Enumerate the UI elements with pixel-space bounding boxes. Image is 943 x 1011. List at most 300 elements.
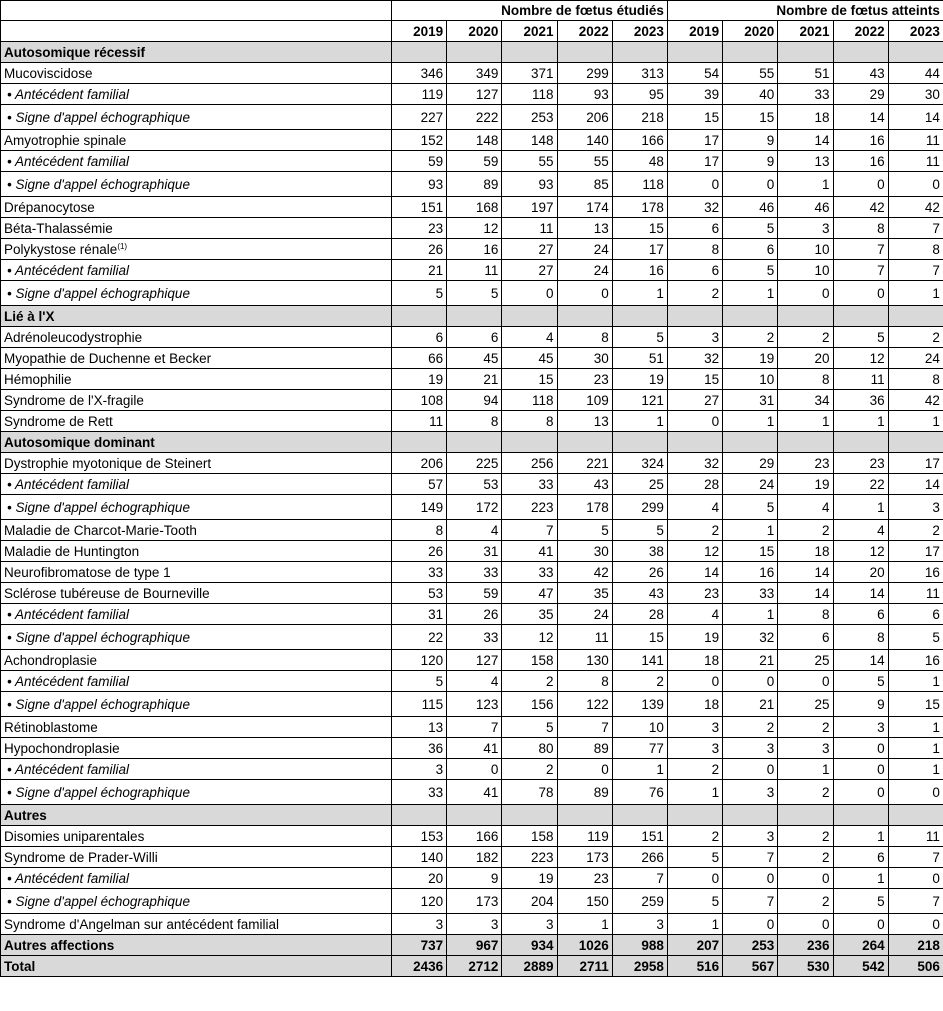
affected-value-cell: 42 (888, 390, 943, 411)
row-label (1, 218, 392, 239)
studied-value-cell: 80 (502, 738, 557, 759)
row-label-text: • Signe d'appel échographique (7, 176, 190, 192)
studied-value-cell: 22 (392, 625, 447, 650)
affected-value-cell: 31 (723, 390, 778, 411)
affected-value-cell: 11 (888, 583, 943, 604)
affected-value-cell: 55 (723, 63, 778, 84)
sub-row (1, 260, 943, 281)
affected-value-cell: 0 (833, 172, 888, 197)
studied-value-cell: 150 (557, 889, 612, 914)
affected-value-cell: 34 (778, 390, 833, 411)
row-label (1, 759, 392, 780)
studied-value-cell: 204 (502, 889, 557, 914)
studied-value-cell: 5 (612, 327, 667, 348)
studied-value-cell: 19 (502, 868, 557, 889)
affected-value-cell: 1 (888, 671, 943, 692)
studied-value-cell: 299 (557, 63, 612, 84)
affected-value-cell: 15 (888, 692, 943, 717)
table-row (1, 390, 943, 411)
studied-value-cell: 148 (502, 130, 557, 151)
studied-value-cell: 153 (392, 826, 447, 847)
affected-value-cell: 16 (723, 562, 778, 583)
row-label (1, 604, 392, 625)
studied-value-cell: 178 (612, 197, 667, 218)
section-empty-cell (612, 805, 667, 826)
row-label (1, 738, 392, 759)
affected-value-cell: 23 (833, 453, 888, 474)
affected-value-cell: 3 (888, 495, 943, 520)
affected-value-cell: 3 (778, 738, 833, 759)
studied-value-cell: 120 (392, 650, 447, 671)
row-label-text: Drépanocytose (4, 199, 95, 215)
row-label-text: Syndrome de Prader-Willi (4, 849, 158, 865)
studied-value-cell: 346 (392, 63, 447, 84)
affected-value-cell: 14 (833, 105, 888, 130)
sub-row (1, 692, 943, 717)
sub-row (1, 780, 943, 805)
studied-value-cell: 5 (612, 520, 667, 541)
year-header: 2020 (723, 21, 778, 42)
affected-value-cell: 39 (667, 84, 722, 105)
studied-value-cell: 23 (557, 369, 612, 390)
affected-value-cell: 1 (778, 759, 833, 780)
studied-value-cell: 66 (392, 348, 447, 369)
year-header: 2019 (667, 21, 722, 42)
studied-value-cell: 47 (502, 583, 557, 604)
row-label (1, 197, 392, 218)
affected-value-cell: 5 (667, 847, 722, 868)
affected-value-cell: 0 (778, 914, 833, 935)
row-label (1, 692, 392, 717)
affected-value-cell: 4 (667, 495, 722, 520)
row-label (1, 520, 392, 541)
affected-value-cell: 11 (888, 130, 943, 151)
studied-value-cell: 27 (502, 260, 557, 281)
affected-value-cell: 0 (667, 172, 722, 197)
studied-value-cell: 168 (447, 197, 502, 218)
studied-value-cell: 11 (447, 260, 502, 281)
sub-row (1, 172, 943, 197)
row-label (1, 105, 392, 130)
studied-value-cell: 57 (392, 474, 447, 495)
studied-value-cell: 33 (502, 562, 557, 583)
row-label-text: Syndrome de Rett (4, 413, 113, 429)
row-label-text: Hypochondroplasie (4, 740, 120, 756)
affected-value-cell: 32 (723, 625, 778, 650)
studied-value-cell: 149 (392, 495, 447, 520)
affected-value-cell: 36 (833, 390, 888, 411)
studied-value-cell: 8 (392, 520, 447, 541)
table-row (1, 541, 943, 562)
studied-value-cell: 26 (392, 239, 447, 260)
row-label (1, 541, 392, 562)
section-empty-cell (557, 42, 612, 63)
section-header-row (1, 432, 943, 453)
studied-value-cell: 0 (502, 281, 557, 306)
affected-value-cell: 0 (667, 868, 722, 889)
studied-value-cell: 16 (612, 260, 667, 281)
affected-value-cell: 2 (778, 327, 833, 348)
affected-value-cell: 23 (667, 583, 722, 604)
sub-row (1, 889, 943, 914)
studied-value-cell: 4 (447, 671, 502, 692)
affected-value-cell: 3 (723, 738, 778, 759)
total-row (1, 956, 943, 977)
affected-value-cell: 0 (833, 281, 888, 306)
studied-value-cell: 19 (612, 369, 667, 390)
row-label (1, 562, 392, 583)
studied-value-cell: 48 (612, 151, 667, 172)
affected-value-cell: 1 (888, 738, 943, 759)
affected-value-cell: 29 (723, 453, 778, 474)
studied-value-cell: 6 (447, 327, 502, 348)
affected-value-cell: 9 (723, 151, 778, 172)
affected-value-cell: 3 (723, 780, 778, 805)
sub-row (1, 281, 943, 306)
affected-value-cell: 29 (833, 84, 888, 105)
affected-value-cell: 15 (723, 541, 778, 562)
studied-value-cell: 41 (502, 541, 557, 562)
footnote-marker: (1) (117, 241, 128, 251)
affected-value-cell: 19 (778, 474, 833, 495)
row-label (1, 583, 392, 604)
studied-value-cell: 120 (392, 889, 447, 914)
row-label (1, 625, 392, 650)
studied-value-cell: 6 (392, 327, 447, 348)
studied-value-cell: 4 (447, 520, 502, 541)
group-header-row (1, 1, 943, 21)
row-label-text: • Antécédent familial (7, 86, 130, 102)
affected-value-cell: 567 (723, 956, 778, 977)
section-empty-cell (667, 805, 722, 826)
row-label-text: • Signe d'appel échographique (7, 499, 190, 515)
affected-value-cell: 1 (723, 604, 778, 625)
affected-value-cell: 46 (778, 197, 833, 218)
affected-value-cell: 4 (833, 520, 888, 541)
studied-value-cell: 43 (612, 583, 667, 604)
affected-value-cell: 1 (833, 868, 888, 889)
studied-value-cell: 19 (392, 369, 447, 390)
section-empty-cell (833, 306, 888, 327)
studied-value-cell: 221 (557, 453, 612, 474)
studied-value-cell: 299 (612, 495, 667, 520)
section-empty-cell (557, 805, 612, 826)
affected-value-cell: 0 (723, 759, 778, 780)
studied-value-cell: 2712 (447, 956, 502, 977)
row-label (1, 151, 392, 172)
section-header-row (1, 42, 943, 63)
studied-value-cell: 174 (557, 197, 612, 218)
affected-value-cell: 9 (833, 692, 888, 717)
row-label-text: Maladie de Huntington (4, 543, 140, 559)
studied-value-cell: 59 (447, 583, 502, 604)
affected-value-cell: 0 (888, 868, 943, 889)
section-empty-cell (778, 306, 833, 327)
affected-value-cell: 3 (667, 327, 722, 348)
table-row (1, 130, 943, 151)
affected-value-cell: 6 (833, 604, 888, 625)
affected-value-cell: 0 (888, 172, 943, 197)
section-empty-cell (612, 432, 667, 453)
row-label (1, 650, 392, 671)
affected-value-cell: 42 (888, 197, 943, 218)
studied-value-cell: 0 (557, 281, 612, 306)
affected-value-cell: 0 (778, 868, 833, 889)
section-empty-cell (447, 306, 502, 327)
studied-value-cell: 95 (612, 84, 667, 105)
row-label (1, 239, 392, 260)
affected-value-cell: 12 (833, 541, 888, 562)
studied-value-cell: 11 (502, 218, 557, 239)
affected-value-cell: 8 (778, 369, 833, 390)
affected-value-cell: 27 (667, 390, 722, 411)
row-label (1, 453, 392, 474)
section-empty-cell (447, 42, 502, 63)
row-label-text: Myopathie de Duchenne et Becker (4, 350, 212, 366)
studied-value-cell: 77 (612, 738, 667, 759)
studied-value-cell: 28 (612, 604, 667, 625)
studied-value-cell: 23 (557, 868, 612, 889)
row-label (1, 411, 392, 432)
affected-value-cell: 7 (888, 847, 943, 868)
studied-value-cell: 166 (612, 130, 667, 151)
row-label (1, 914, 392, 935)
section-empty-cell (447, 805, 502, 826)
row-label (1, 260, 392, 281)
affected-value-cell: 11 (833, 369, 888, 390)
affected-value-cell: 13 (778, 151, 833, 172)
section-empty-cell (723, 805, 778, 826)
row-label (1, 130, 392, 151)
affected-value-cell: 20 (778, 348, 833, 369)
section-empty-cell (667, 42, 722, 63)
studied-value-cell: 7 (612, 868, 667, 889)
affected-value-cell: 218 (888, 935, 943, 956)
studied-value-cell: 8 (447, 411, 502, 432)
section-empty-cell (778, 805, 833, 826)
section-empty-cell (888, 42, 943, 63)
studied-value-cell: 15 (612, 218, 667, 239)
studied-value-cell: 151 (392, 197, 447, 218)
affected-value-cell: 0 (723, 671, 778, 692)
affected-value-cell: 0 (778, 281, 833, 306)
table-row (1, 826, 943, 847)
row-label-text: Rétinoblastome (4, 719, 98, 735)
affected-value-cell: 20 (833, 562, 888, 583)
row-label (1, 826, 392, 847)
row-label-text: Neurofibromatose de type 1 (4, 564, 171, 580)
studied-value-cell: 43 (557, 474, 612, 495)
section-empty-cell (833, 432, 888, 453)
affected-value-cell: 14 (888, 474, 943, 495)
affected-value-cell: 0 (833, 738, 888, 759)
studied-value-cell: 119 (557, 826, 612, 847)
studied-value-cell: 197 (502, 197, 557, 218)
affected-value-cell: 18 (667, 692, 722, 717)
studied-value-cell: 41 (447, 738, 502, 759)
group-header-studied: Nombre de fœtus étudiés (392, 1, 668, 21)
studied-value-cell: 223 (502, 495, 557, 520)
row-label (1, 671, 392, 692)
affected-value-cell: 25 (778, 692, 833, 717)
affected-value-cell: 3 (667, 717, 722, 738)
affected-value-cell: 1 (723, 281, 778, 306)
studied-value-cell: 36 (392, 738, 447, 759)
affected-value-cell: 24 (888, 348, 943, 369)
row-label (1, 717, 392, 738)
section-empty-cell (667, 306, 722, 327)
row-label (1, 84, 392, 105)
affected-value-cell: 1 (888, 717, 943, 738)
studied-value-cell: 89 (557, 738, 612, 759)
studied-value-cell: 5 (502, 717, 557, 738)
section-empty-cell (557, 432, 612, 453)
section-empty-cell (612, 42, 667, 63)
total-row (1, 935, 943, 956)
studied-value-cell: 2436 (392, 956, 447, 977)
sub-row (1, 625, 943, 650)
studied-value-cell: 8 (502, 411, 557, 432)
studied-value-cell: 141 (612, 650, 667, 671)
affected-value-cell: 32 (667, 453, 722, 474)
affected-value-cell: 1 (888, 759, 943, 780)
table-row (1, 369, 943, 390)
studied-value-cell: 59 (447, 151, 502, 172)
row-label (1, 956, 392, 977)
affected-value-cell: 1 (778, 411, 833, 432)
studied-value-cell: 12 (502, 625, 557, 650)
affected-value-cell: 0 (778, 671, 833, 692)
affected-value-cell: 4 (778, 495, 833, 520)
row-label-text: Achondroplasie (4, 652, 98, 668)
year-header: 2021 (778, 21, 833, 42)
studied-value-cell: 93 (392, 172, 447, 197)
affected-value-cell: 7 (723, 847, 778, 868)
studied-value-cell: 45 (502, 348, 557, 369)
row-label-text: • Antécédent familial (7, 153, 130, 169)
affected-value-cell: 14 (778, 583, 833, 604)
affected-value-cell: 2 (778, 780, 833, 805)
affected-value-cell: 25 (778, 650, 833, 671)
studied-value-cell: 26 (447, 604, 502, 625)
studied-value-cell: 11 (392, 411, 447, 432)
studied-value-cell: 123 (447, 692, 502, 717)
affected-value-cell: 1 (667, 914, 722, 935)
affected-value-cell: 5 (667, 889, 722, 914)
row-label (1, 935, 392, 956)
affected-value-cell: 6 (667, 260, 722, 281)
affected-value-cell: 0 (723, 868, 778, 889)
row-label-text: Amyotrophie spinale (4, 132, 127, 148)
studied-value-cell: 31 (392, 604, 447, 625)
studied-value-cell: 21 (392, 260, 447, 281)
studied-value-cell: 85 (557, 172, 612, 197)
affected-value-cell: 264 (833, 935, 888, 956)
studied-value-cell: 967 (447, 935, 502, 956)
studied-value-cell: 2958 (612, 956, 667, 977)
affected-value-cell: 2 (667, 520, 722, 541)
affected-value-cell: 2 (667, 759, 722, 780)
affected-value-cell: 2 (723, 327, 778, 348)
studied-value-cell: 76 (612, 780, 667, 805)
studied-value-cell: 41 (447, 780, 502, 805)
table-row (1, 650, 943, 671)
section-empty-cell (778, 42, 833, 63)
table-row (1, 847, 943, 868)
studied-value-cell: 5 (557, 520, 612, 541)
row-label (1, 369, 392, 390)
affected-value-cell: 42 (833, 197, 888, 218)
studied-value-cell: 148 (447, 130, 502, 151)
section-empty-cell (888, 805, 943, 826)
table-row (1, 914, 943, 935)
studied-value-cell: 173 (447, 889, 502, 914)
row-label-text: • Signe d'appel échographique (7, 784, 190, 800)
affected-value-cell: 10 (723, 369, 778, 390)
studied-value-cell: 42 (557, 562, 612, 583)
studied-value-cell: 25 (612, 474, 667, 495)
affected-value-cell: 16 (888, 562, 943, 583)
section-empty-cell (502, 42, 557, 63)
affected-value-cell: 0 (833, 914, 888, 935)
affected-value-cell: 506 (888, 956, 943, 977)
sub-row (1, 671, 943, 692)
affected-value-cell: 2 (778, 717, 833, 738)
studied-value-cell: 55 (557, 151, 612, 172)
affected-value-cell: 16 (833, 151, 888, 172)
row-label-text: • Antécédent familial (7, 476, 130, 492)
studied-value-cell: 3 (612, 914, 667, 935)
affected-value-cell: 7 (833, 239, 888, 260)
studied-value-cell: 2 (502, 759, 557, 780)
studied-value-cell: 8 (557, 671, 612, 692)
section-empty-cell (447, 432, 502, 453)
studied-value-cell: 59 (392, 151, 447, 172)
studied-value-cell: 1 (612, 759, 667, 780)
affected-value-cell: 1 (833, 495, 888, 520)
section-header-row (1, 805, 943, 826)
studied-value-cell: 10 (612, 717, 667, 738)
studied-value-cell: 122 (557, 692, 612, 717)
studied-value-cell: 2889 (502, 956, 557, 977)
year-header: 2022 (557, 21, 612, 42)
row-label-text: • Signe d'appel échographique (7, 285, 190, 301)
studied-value-cell: 33 (502, 474, 557, 495)
affected-value-cell: 2 (723, 717, 778, 738)
affected-value-cell: 236 (778, 935, 833, 956)
affected-value-cell: 10 (778, 260, 833, 281)
affected-value-cell: 5 (833, 889, 888, 914)
sub-row (1, 151, 943, 172)
studied-value-cell: 7 (502, 520, 557, 541)
affected-value-cell: 19 (667, 625, 722, 650)
affected-value-cell: 1 (833, 411, 888, 432)
affected-value-cell: 16 (888, 650, 943, 671)
studied-value-cell: 30 (557, 348, 612, 369)
studied-value-cell: 0 (447, 759, 502, 780)
studied-value-cell: 206 (557, 105, 612, 130)
studied-value-cell: 26 (612, 562, 667, 583)
section-label: Autosomique dominant (1, 432, 392, 453)
table-row (1, 218, 943, 239)
studied-value-cell: 3 (392, 914, 447, 935)
table-row (1, 717, 943, 738)
section-empty-cell (502, 306, 557, 327)
row-label-text: Hémophilie (4, 371, 72, 387)
affected-value-cell: 21 (723, 650, 778, 671)
group-header-affected: Nombre de fœtus atteints (667, 1, 943, 21)
section-label: Autosomique récessif (1, 42, 392, 63)
